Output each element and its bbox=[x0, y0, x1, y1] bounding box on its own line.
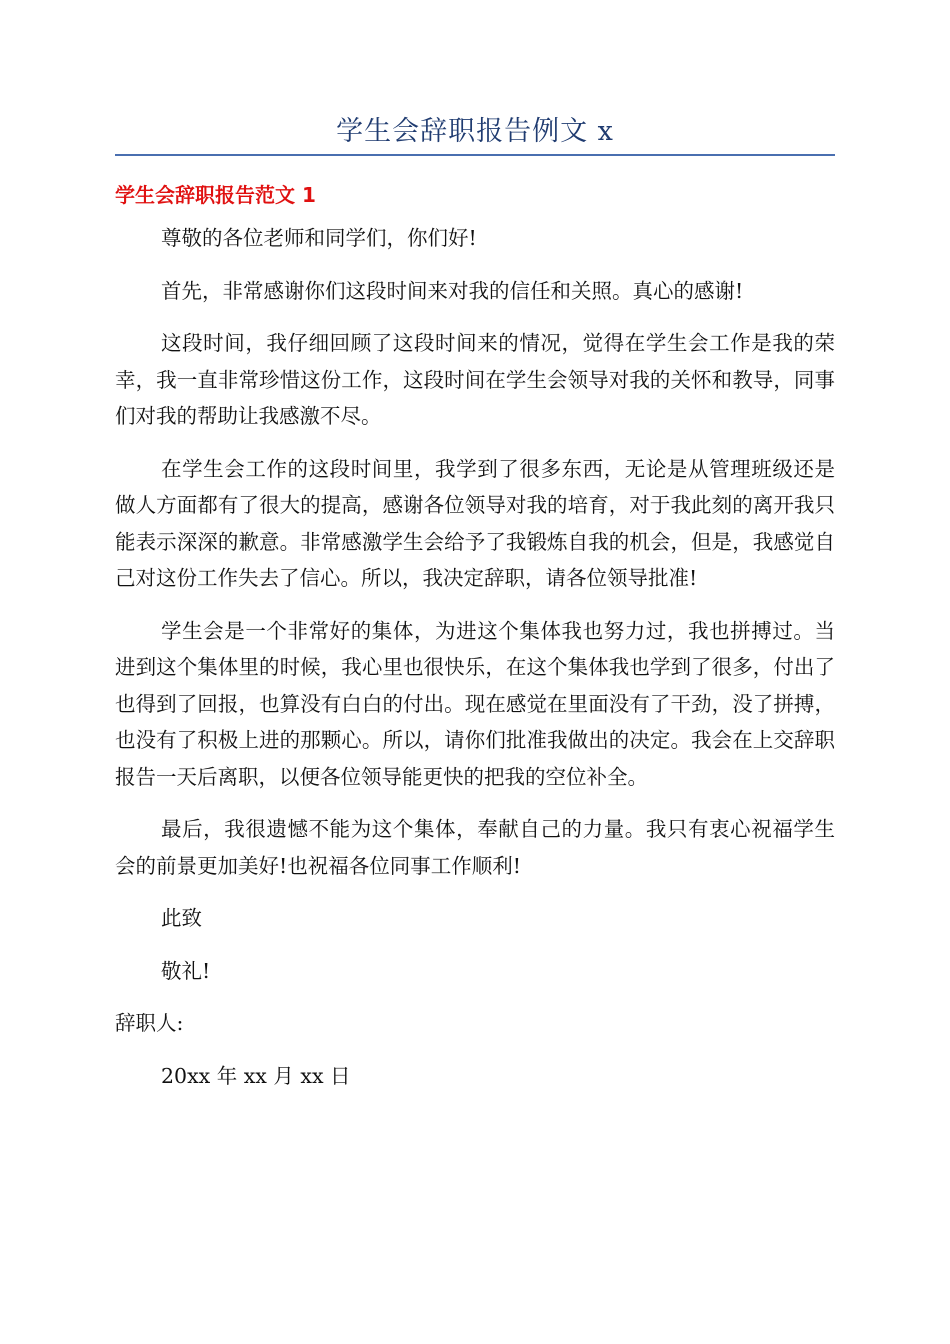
document-title: 学生会辞职报告例文 x bbox=[336, 116, 614, 147]
title-underline bbox=[115, 154, 835, 156]
closing-jingli: 敬礼! bbox=[161, 958, 211, 983]
paragraph-thanks: 首先，非常感谢你们这段时间来对我的信任和关照。真心的感谢! bbox=[161, 278, 744, 303]
letter-body bbox=[115, 220, 835, 1110]
closing-cizhi: 此致 bbox=[161, 906, 202, 930]
paragraph-collective: 学生会是一个非常好的集体，为进这个集体我也努力过，我也拼搏过。当进到这个集体里的时候，我心里也很快乐，在这个集体我也学到了很多，付出了也得到了回报，也算没有白白的付出。现在感觉在里面没有了干劲，没了拼搏，也没有了积极上进的那颗心。所以，请你们批准我做出的决定。我会在上交辞职报告一天后离职，以便各位领导能更快的把我的空位补全。 bbox=[115, 618, 835, 789]
paragraph-review: 这段时间，我仔细回顾了这段时间来的情况，觉得在学生会工作是我的荣幸，我一直非常珍惜这份工作，这段时间在学生会领导对我的关怀和教导，同事们对我的帮助让我感激不尽。 bbox=[115, 331, 835, 428]
section-heading: 学生会辞职报告范文 1 bbox=[115, 183, 316, 207]
paragraph-learning: 在学生会工作的这段时间里，我学到了很多东西，无论是从管理班级还是做人方面都有了很大的提高，感谢各位领导对我的培育，对于我此刻的离开我只能表示深深的歉意。非常感激学生会给予了我锻炼自我的机会，但是，我感觉自己对这份工作失去了信心。所以，我决定辞职，请各位领导批准! bbox=[115, 456, 835, 590]
date-line: 20xx 年 xx 月 xx 日 bbox=[161, 1063, 351, 1088]
salutation: 尊敬的各位老师和同学们，你们好! bbox=[161, 226, 477, 250]
paragraph-closing-wish: 最后，我很遗憾不能为这个集体，奉献自己的力量。我只有衷心祝福学生会的前景更加美好!也祝福各位同事工作顺利! bbox=[115, 817, 835, 878]
signature-label: 辞职人: bbox=[115, 1011, 184, 1035]
